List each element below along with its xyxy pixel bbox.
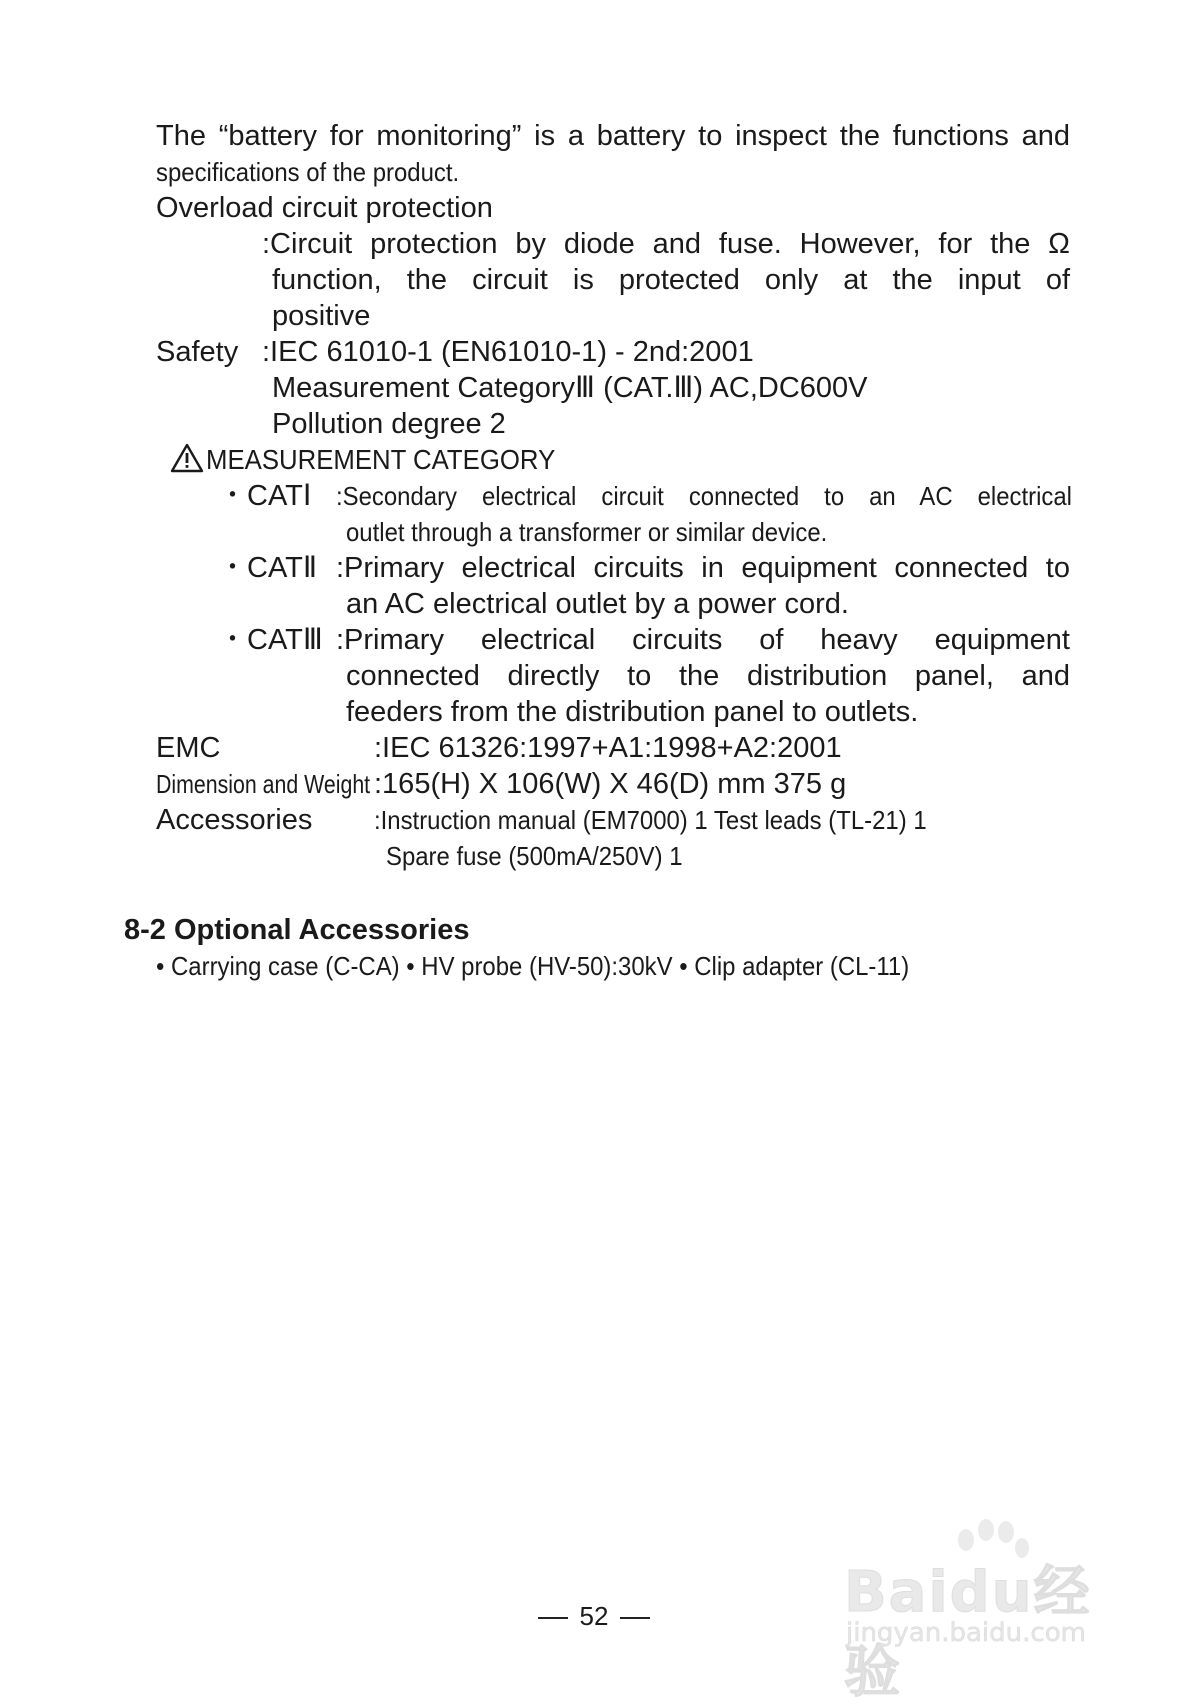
safety-line-2: Measurement CategoryⅢ (CAT.Ⅲ) AC,DC600V <box>272 372 868 404</box>
optional-accessories-list: • Carrying case (C-CA) • HV probe (HV-50):30kV • Clip adapter (CL-11) <box>156 951 910 981</box>
cat3-line-2: connected directly to the distribution panel, and <box>346 660 1070 692</box>
measurement-category-heading <box>170 442 586 478</box>
watermark-url: jingyan.baidu.com <box>846 1618 1086 1648</box>
emc-label: EMC <box>156 732 221 764</box>
cat1-line-1: :Secondary electrical circuit connected to an AC electrical <box>336 481 1072 511</box>
warning-icon <box>170 443 204 473</box>
watermark-logo: Baidu经验 <box>844 1560 1092 1705</box>
cat1-label: ・CATⅠ <box>218 480 312 512</box>
overload-line-1: :Circuit protection by diode and fuse. However, for the Ω <box>262 228 1070 260</box>
emc-value: :IEC 61326:1997+A1:1998+A2:2001 <box>374 732 842 764</box>
cat3-line-3: feeders from the distribution panel to outlets. <box>346 696 919 728</box>
cat1-line-2: outlet through a transformer or similar device. <box>346 517 828 547</box>
page-number-dash-left <box>538 1617 568 1619</box>
intro-line-1: The “battery for monitoring” is a battery to inspect the functions and <box>156 120 1070 152</box>
dimension-value: :165(H) X 106(W) X 46(D) mm 375 g <box>374 768 847 800</box>
dimension-label: Dimension and Weight <box>156 769 371 799</box>
safety-line-1: :IEC 61010-1 (EN61010-1) - 2nd:2001 <box>262 336 754 368</box>
cat2-label: ・CATⅡ <box>218 552 318 584</box>
accessories-label: Accessories <box>156 804 313 836</box>
overload-line-2: function, the circuit is protected only at the input of <box>272 264 1070 296</box>
cat3-label: ・CATⅢ <box>218 624 323 656</box>
measurement-category-title: MEASUREMENT CATEGORY <box>206 444 556 475</box>
cat2-line-1: :Primary electrical circuits in equipment connected to <box>336 552 1070 584</box>
intro-line-2: specifications of the product. <box>156 157 460 187</box>
accessories-line-1: :Instruction manual (EM7000) 1 Test leads (TL-21) 1 <box>374 805 927 835</box>
safety-label: Safety <box>156 336 239 368</box>
page-number <box>0 1600 1188 1632</box>
page-number-dash-right <box>620 1617 650 1619</box>
cat3-line-1: :Primary electrical circuits of heavy equipment <box>336 624 1070 656</box>
overload-label: Overload circuit protection <box>156 192 493 224</box>
page-number-value: 52 <box>579 1601 609 1631</box>
optional-accessories-heading: 8-2 Optional Accessories <box>124 914 470 946</box>
safety-line-3: Pollution degree 2 <box>272 408 506 440</box>
accessories-line-2: Spare fuse (500mA/250V) 1 <box>386 841 683 871</box>
overload-line-3: positive <box>272 300 371 332</box>
baidu-watermark <box>844 1518 1124 1705</box>
cat2-line-2: an AC electrical outlet by a power cord. <box>346 588 849 620</box>
